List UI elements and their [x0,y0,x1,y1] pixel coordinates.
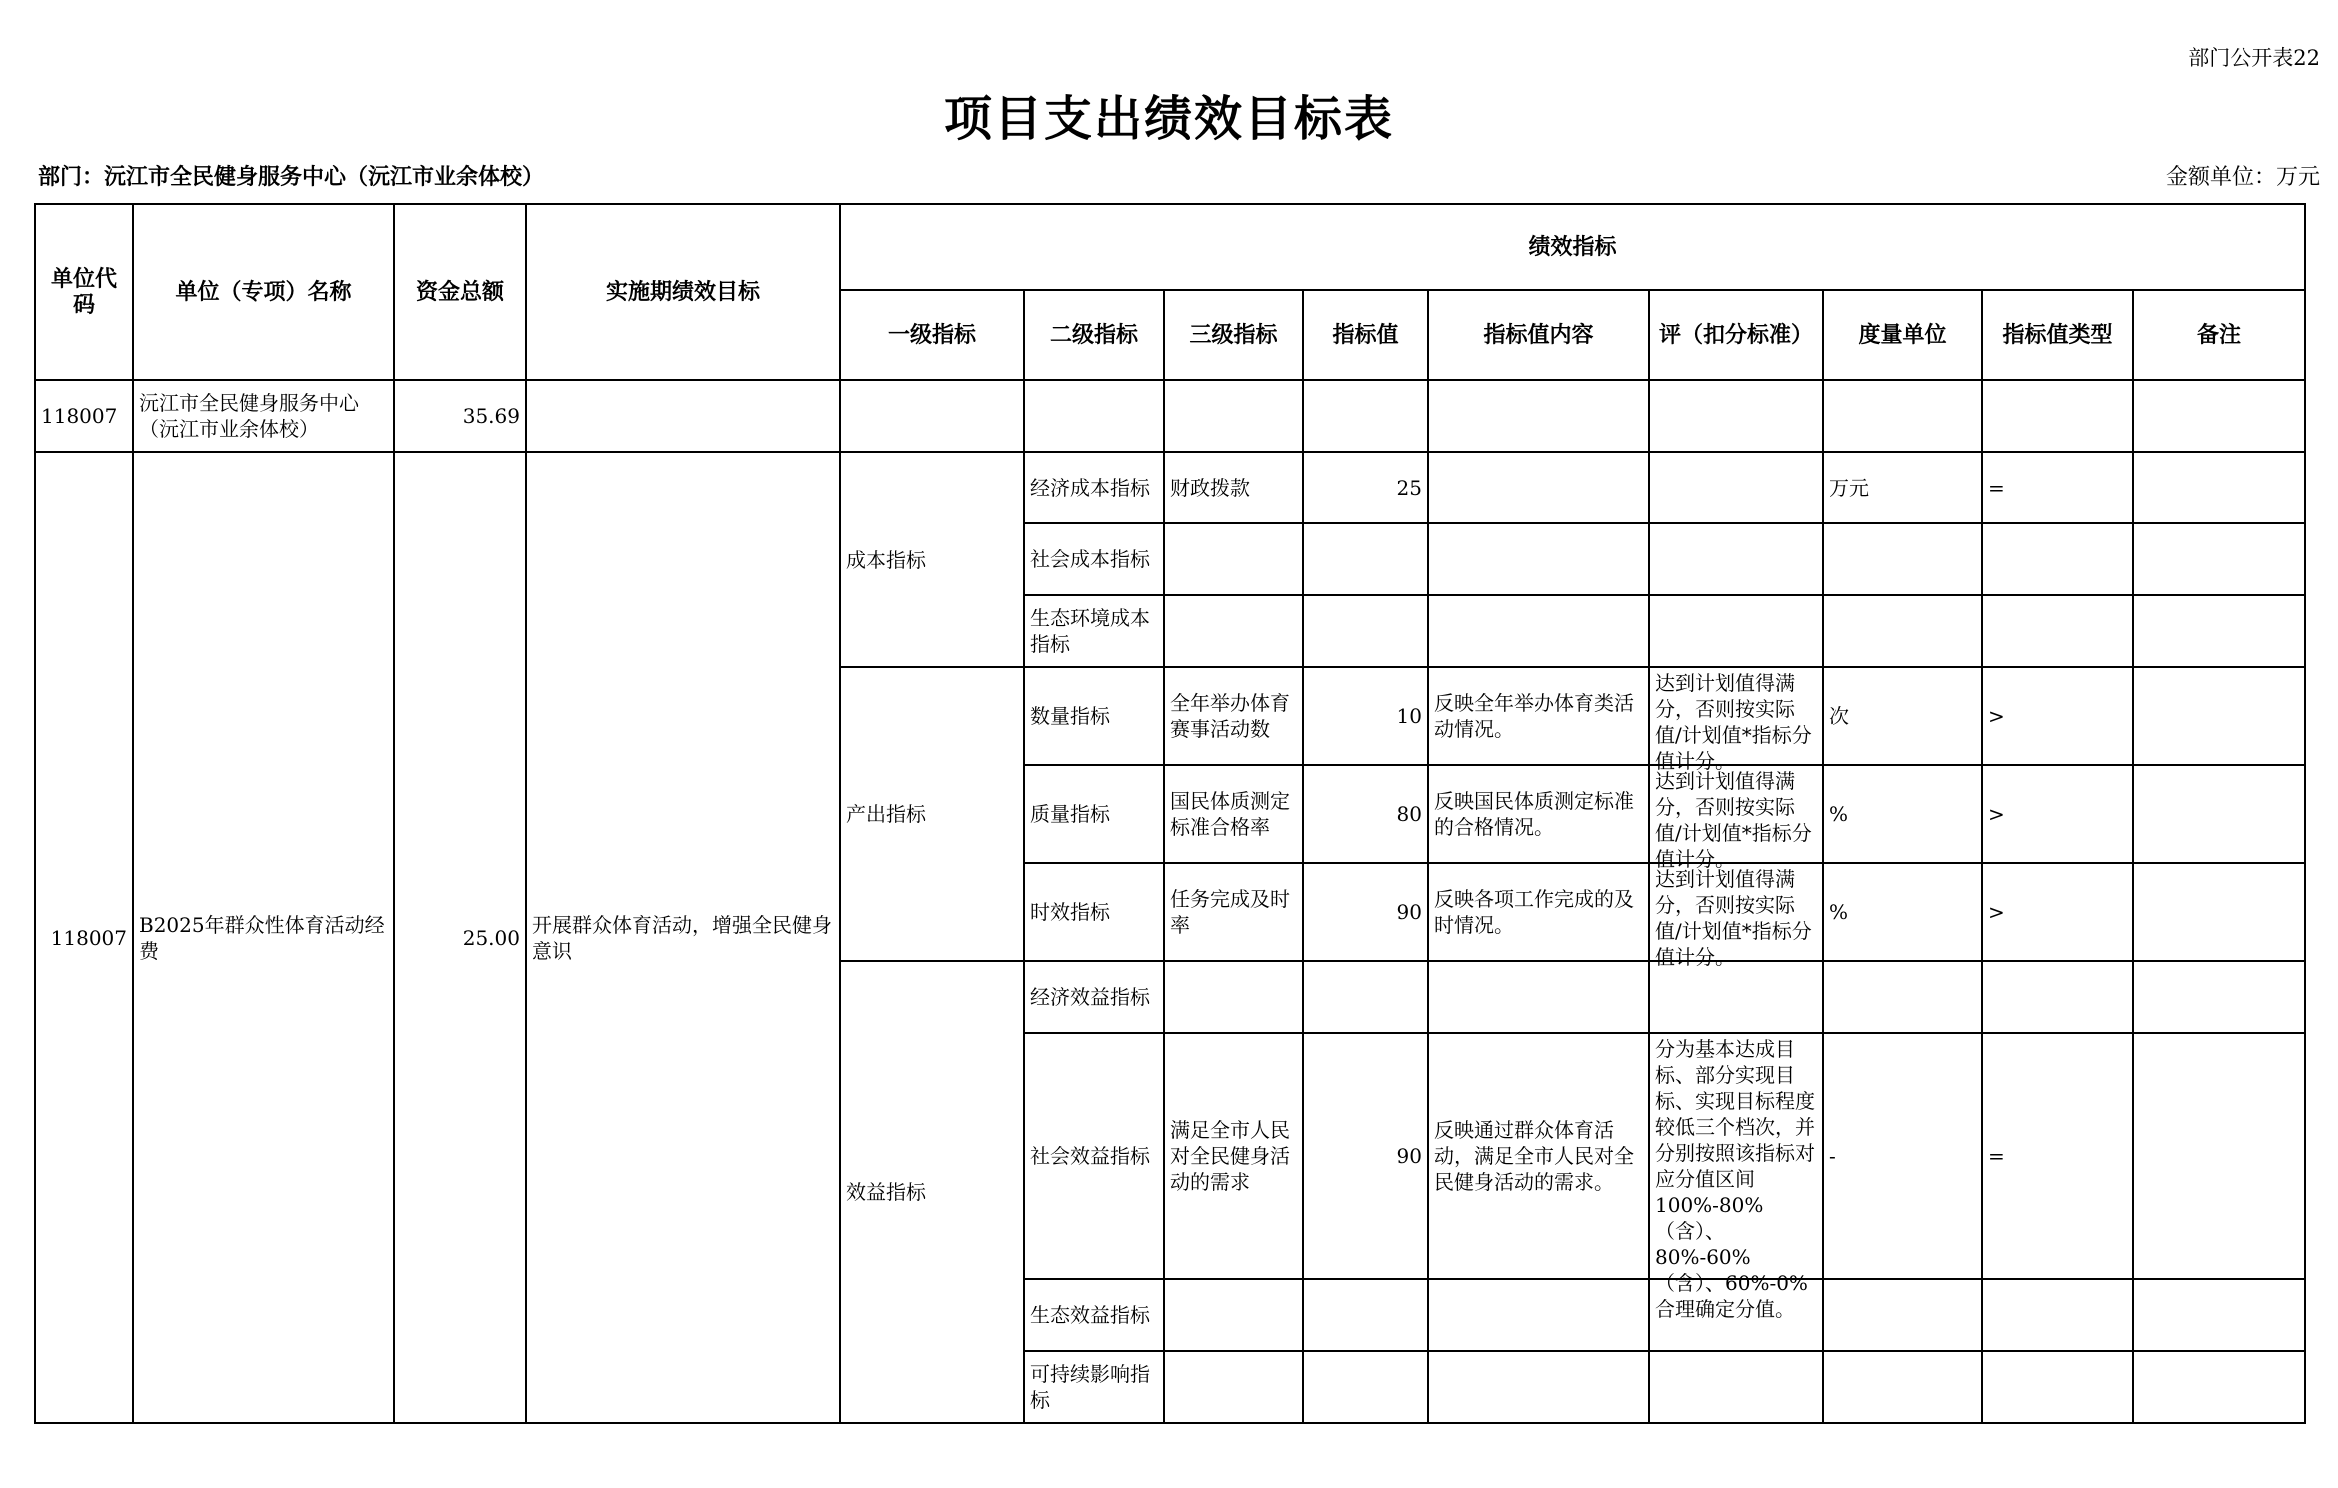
header-goal: 实施期绩效目标 [526,204,840,380]
remark-cell [2133,523,2305,595]
value-type-cell: > [1982,765,2133,863]
level2-cell: 时效指标 [1024,863,1164,961]
value-cell [1303,595,1428,667]
header-performance: 绩效指标 [840,204,2305,290]
level2-cell: 社会成本指标 [1024,523,1164,595]
remark-cell [2133,452,2305,523]
level3-cell [1164,961,1303,1033]
level3-cell [1164,595,1303,667]
content-cell [1428,452,1649,523]
remark-cell [2133,595,2305,667]
level2-cell: 生态环境成本指标 [1024,595,1164,667]
content-cell [1428,595,1649,667]
value-cell [1303,1351,1428,1423]
value-type-cell: > [1982,667,2133,765]
value-type-cell [1982,523,2133,595]
level3-cell: 国民体质测定标准合格率 [1164,765,1303,863]
header-unit-name: 单位（专项）名称 [133,204,394,380]
form-number: 部门公开表22 [2188,46,2320,70]
value-type-cell [1982,1351,2133,1423]
remark-cell [2133,961,2305,1033]
value-cell: 90 [1303,1033,1428,1279]
criteria-cell [1649,523,1823,595]
criteria-cell [1649,1033,1823,1321]
criteria-cell [1649,595,1823,667]
table-row [35,452,2305,523]
content-cell: 反映全年举办体育类活动情况。 [1428,667,1649,765]
value-type-cell: > [1982,863,2133,961]
criteria-cell [1649,1351,1823,1423]
value-type-cell [1982,1279,2133,1351]
measure-cell: 次 [1823,667,1982,765]
content-cell: 反映通过群众体育活动，满足全市人民对全民健身活动的需求。 [1428,1033,1649,1279]
level2-cell: 经济效益指标 [1024,961,1164,1033]
measure-cell [1823,1351,1982,1423]
remark-cell [2133,1279,2305,1351]
measure-cell [1823,1279,1982,1351]
header-content: 指标值内容 [1428,290,1649,380]
amount-unit-label: 金额单位：万元 [2165,165,2320,190]
level2-cell: 数量指标 [1024,667,1164,765]
measure-cell: % [1823,863,1982,961]
header-level1: 一级指标 [840,290,1024,380]
criteria-text: 达到计划值得满分，否则按实际值/计划值*指标分值计分。 [1655,769,1812,871]
department-label: 部门：沅江市全民健身服务中心（沅江市业余体校） [38,164,545,190]
summary-goal [526,380,840,452]
project-code: 118007 [35,452,133,1423]
remark-cell [2133,765,2305,863]
content-cell [1428,961,1649,1033]
value-cell [1303,961,1428,1033]
measure-cell [1823,595,1982,667]
level3-cell: 财政拨款 [1164,452,1303,523]
header-remark: 备注 [2133,290,2305,380]
header-value: 指标值 [1303,290,1428,380]
remark-cell [2133,1351,2305,1423]
criteria-cell [1649,667,1823,773]
level3-cell [1164,1279,1303,1351]
summary-code: 118007 [35,380,133,452]
criteria-text: 达到计划值得满分，否则按实际值/计划值*指标分值计分。 [1655,671,1812,773]
level2-cell: 质量指标 [1024,765,1164,863]
criteria-cell [1649,863,1823,969]
criteria-text: 达到计划值得满分，否则按实际值/计划值*指标分值计分。 [1655,867,1812,969]
level3-cell: 任务完成及时率 [1164,863,1303,961]
value-type-cell: = [1982,452,2133,523]
level3-cell [1164,1351,1303,1423]
value-cell: 10 [1303,667,1428,765]
remark-cell [2133,1033,2305,1279]
header-value-type: 指标值类型 [1982,290,2133,380]
remark-cell [2133,667,2305,765]
level1-benefit: 效益指标 [840,961,1024,1423]
header-level3: 三级指标 [1164,290,1303,380]
content-cell [1428,523,1649,595]
value-type-cell: = [1982,1033,2133,1279]
value-cell: 25 [1303,452,1428,523]
level2-cell: 经济成本指标 [1024,452,1164,523]
value-type-cell [1982,961,2133,1033]
value-cell [1303,1279,1428,1351]
measure-cell: - [1823,1033,1982,1279]
level3-cell: 全年举办体育赛事活动数 [1164,667,1303,765]
measure-cell: % [1823,765,1982,863]
content-cell: 反映各项工作完成的及时情况。 [1428,863,1649,961]
page-title: 项目支出绩效目标表 [943,91,1394,147]
header-total-funds: 资金总额 [394,204,526,380]
project-amount: 25.00 [394,452,526,1423]
header-level2: 二级指标 [1024,290,1164,380]
measure-cell [1823,523,1982,595]
level3-cell: 满足全市人民对全民健身活动的需求 [1164,1033,1303,1279]
level2-cell: 可持续影响指标 [1024,1351,1164,1423]
project-goal: 开展群众体育活动，增强全民健身意识 [526,452,840,1423]
summary-name: 沅江市全民健身服务中心（沅江市业余体校） [133,380,394,452]
value-type-cell [1982,595,2133,667]
level1-output: 产出指标 [840,667,1024,961]
project-name: B2025年群众性体育活动经费 [133,452,394,1423]
header-measure: 度量单位 [1823,290,1982,380]
level1-cost: 成本指标 [840,452,1024,667]
criteria-text: 分为基本达成目标、部分实现目标、实现目标程度较低三个档次，并分别按照该指标对应分值区间100%-80%（含）、80%-60%（含）、60%-0%合理确定分值。 [1655,1037,1815,1321]
criteria-cell [1649,452,1823,523]
content-cell: 反映国民体质测定标准的合格情况。 [1428,765,1649,863]
content-cell [1428,1279,1649,1351]
level2-cell: 社会效益指标 [1024,1033,1164,1279]
value-cell: 90 [1303,863,1428,961]
value-cell [1303,523,1428,595]
measure-cell [1823,961,1982,1033]
content-cell [1428,1351,1649,1423]
summary-amount: 35.69 [394,380,526,452]
header-unit-code: 单位代码 [35,204,133,380]
measure-cell: 万元 [1823,452,1982,523]
level2-cell: 生态效益指标 [1024,1279,1164,1351]
level3-cell [1164,523,1303,595]
criteria-cell [1649,765,1823,871]
criteria-cell [1649,961,1823,1033]
header-criteria: 评（扣分标准） [1649,290,1823,380]
performance-table [34,203,2306,1424]
value-cell: 80 [1303,765,1428,863]
remark-cell [2133,863,2305,961]
